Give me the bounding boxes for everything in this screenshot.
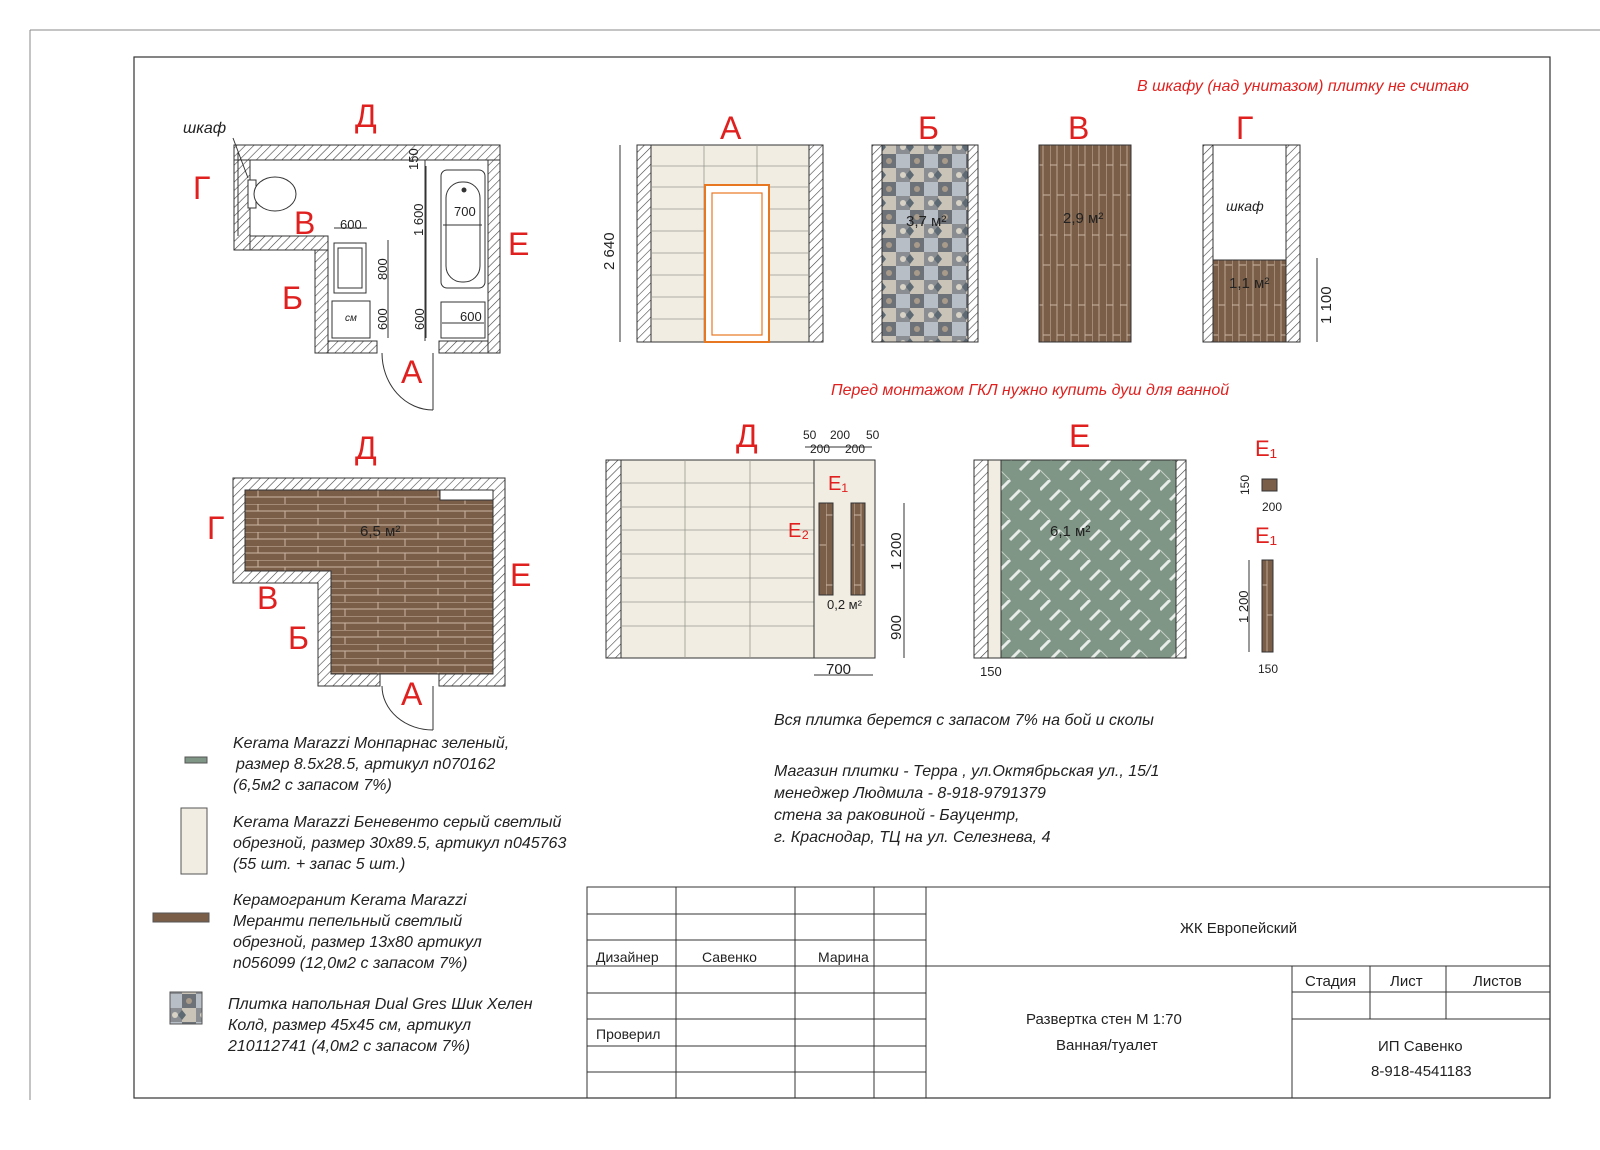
e1-tile-small bbox=[1262, 479, 1277, 491]
elev-d-dim-200: 200 bbox=[830, 428, 851, 442]
elevation-a bbox=[620, 145, 823, 342]
legend-4-line-2: Колд, размер 45х45 см, артикул bbox=[228, 1017, 471, 1034]
elev-g-height: 1 100 bbox=[1318, 286, 1335, 324]
note-cabinet: В шкафу (над унитазом) плитку не считаю bbox=[1137, 78, 1469, 95]
elev-v-label: В bbox=[1068, 110, 1090, 146]
tb-phone: 8-918-4541183 bbox=[1371, 1063, 1472, 1080]
shop-line-4: г. Краснодар, ТЦ на ул. Селезнева, 4 bbox=[774, 829, 1051, 846]
legend-3-line-3: обрезной, размер 13х80 артикул bbox=[233, 934, 482, 951]
legend-3-line-4: n056099 (12,0м2 с запасом 7%) bbox=[233, 955, 468, 972]
plan-top-label-b: Б bbox=[282, 280, 303, 316]
elev-g-area: 1,1 м² bbox=[1229, 275, 1270, 292]
tb-designer-surname: Савенко bbox=[702, 949, 757, 965]
e1b-h: 1 200 bbox=[1236, 590, 1251, 623]
note-shower: Перед монтажом ГКЛ нужно купить душ для ванной bbox=[831, 382, 1230, 399]
washing-machine-label: см bbox=[345, 313, 357, 324]
legend-3-line-1: Керамогранит Kerama Marazzi bbox=[233, 892, 467, 909]
legend-1-line-1: Kerama Marazzi Монпарнас зеленый, bbox=[233, 735, 510, 752]
elev-d-w: 700 bbox=[826, 661, 852, 678]
e1-label-a: Е₁ bbox=[1255, 436, 1278, 461]
tb-room: Ванная/туалет bbox=[1056, 1037, 1158, 1054]
plan-top-label-v: В bbox=[294, 205, 316, 241]
legend-2-line-1: Kerama Marazzi Беневенто серый светлый bbox=[233, 814, 562, 831]
floor-area: 6,5 м² bbox=[360, 523, 401, 540]
tb-sheet-title: Развертка стен М 1:70 bbox=[1026, 1011, 1182, 1028]
plan-top-label-d: Д bbox=[355, 98, 377, 134]
shop-line-2: менеджер Людмила - 8-918-9791379 bbox=[774, 785, 1046, 802]
elev-d-h2: 900 bbox=[888, 614, 905, 640]
legend-2-line-2: обрезной, размер 30х89.5, артикул n045763 bbox=[233, 835, 567, 852]
plan-top-label-g: Г bbox=[193, 170, 211, 206]
dim-600-cabinet: 600 bbox=[460, 309, 482, 324]
plan-floor-label-v: В bbox=[257, 580, 279, 616]
note-reserve: Вся плитка берется с запасом 7% на бой и сколы bbox=[774, 712, 1154, 729]
shop-line-1: Магазин плитки - Терра , ул.Октябрьская ул., 15/1 bbox=[774, 763, 1160, 780]
dim-1600: 1 600 bbox=[411, 203, 426, 236]
elev-e-area: 6,1 м² bbox=[1050, 523, 1091, 540]
plan-top-cabinet: шкаф bbox=[183, 120, 227, 137]
tb-project: ЖК Европейский bbox=[1180, 920, 1298, 937]
shop-line-3: стена за раковиной - Бауцентр, bbox=[774, 807, 1020, 824]
tb-designer-label: Дизайнер bbox=[596, 949, 659, 965]
tb-stage: Стадия bbox=[1305, 973, 1357, 990]
elev-b-label: Б bbox=[918, 110, 939, 146]
elev-v-area: 2,9 м² bbox=[1063, 210, 1104, 227]
elevation-v bbox=[1039, 145, 1131, 342]
elevation-e bbox=[974, 460, 1186, 658]
tb-company: ИП Савенко bbox=[1378, 1038, 1463, 1055]
legend-3-line-2: Меранти пепельный светлый bbox=[233, 913, 463, 930]
e1-label-b: Е₁ bbox=[1255, 523, 1278, 548]
elev-d-e2: Е₂ bbox=[788, 520, 810, 542]
legend-swatch-green bbox=[185, 757, 207, 763]
elev-e-w: 150 bbox=[980, 664, 1002, 679]
legend-1-line-2: размер 8.5х28.5, артикул n070162 bbox=[236, 756, 496, 773]
elev-d-area: 0,2 м² bbox=[827, 597, 862, 612]
elev-b-area: 3,7 м² bbox=[906, 213, 947, 230]
elev-g-label: Г bbox=[1236, 110, 1254, 146]
tb-sheets: Листов bbox=[1473, 973, 1522, 990]
plan-floor-label-g: Г bbox=[207, 510, 225, 546]
tb-sheet: Лист bbox=[1390, 973, 1423, 990]
elev-g-cabinet: шкаф bbox=[1226, 198, 1264, 214]
elev-d-label: Д bbox=[736, 418, 758, 454]
plan-floor-label-a: А bbox=[401, 676, 423, 712]
e1-tile-tall bbox=[1262, 560, 1273, 652]
elev-d-h1: 1 200 bbox=[888, 532, 905, 570]
dim-600-sink: 600 bbox=[340, 217, 362, 232]
e1b-w: 150 bbox=[1258, 662, 1279, 676]
elev-a-height: 2 640 bbox=[601, 232, 618, 270]
legend-swatch-light bbox=[181, 808, 207, 874]
elev-a-label: А bbox=[720, 110, 742, 146]
legend-2-line-3: (55 шт. + запас 5 шт.) bbox=[233, 856, 406, 873]
plan-floor-label-b: Б bbox=[288, 620, 309, 656]
elevation-b bbox=[872, 145, 978, 342]
legend-swatch-wood bbox=[153, 913, 209, 922]
e1-h: 150 bbox=[1238, 474, 1252, 495]
dim-600-v1: 600 bbox=[375, 308, 390, 330]
elev-d-e1: Е₁ bbox=[828, 473, 849, 495]
dim-700-bath: 700 bbox=[454, 204, 476, 219]
legend-swatch-mosaic bbox=[170, 992, 202, 1024]
e1-w: 200 bbox=[1262, 500, 1283, 514]
plan-top-label-a: А bbox=[401, 354, 423, 390]
legend-4-line-3: 210112741 (4,0м2 с запасом 7%) bbox=[228, 1038, 471, 1055]
elev-e-label: Е bbox=[1069, 418, 1091, 454]
plan-floor-label-d: Д bbox=[355, 430, 377, 466]
elev-d-dim-200a: 200 bbox=[810, 442, 831, 456]
elev-d-dim-200b: 200 bbox=[845, 442, 866, 456]
dim-600-v2: 600 bbox=[412, 308, 427, 330]
plan-top-walls bbox=[233, 138, 500, 410]
tb-checked-label: Проверил bbox=[596, 1026, 661, 1042]
elev-d-dim-50b: 50 bbox=[866, 428, 880, 442]
legend-1-line-3: (6,5м2 с запасом 7%) bbox=[233, 777, 392, 794]
dim-800: 800 bbox=[375, 258, 390, 280]
elevation-d bbox=[606, 447, 904, 675]
elevation-g bbox=[1203, 145, 1317, 342]
elev-d-dim-50a: 50 bbox=[803, 428, 817, 442]
plan-floor-label-e: Е bbox=[510, 557, 532, 593]
dim-150: 150 bbox=[406, 148, 421, 170]
tb-designer-name: Марина bbox=[818, 949, 869, 965]
plan-top-label-e: Е bbox=[508, 226, 530, 262]
legend-4-line-1: Плитка напольная Dual Gres Шик Хелен bbox=[228, 996, 533, 1013]
